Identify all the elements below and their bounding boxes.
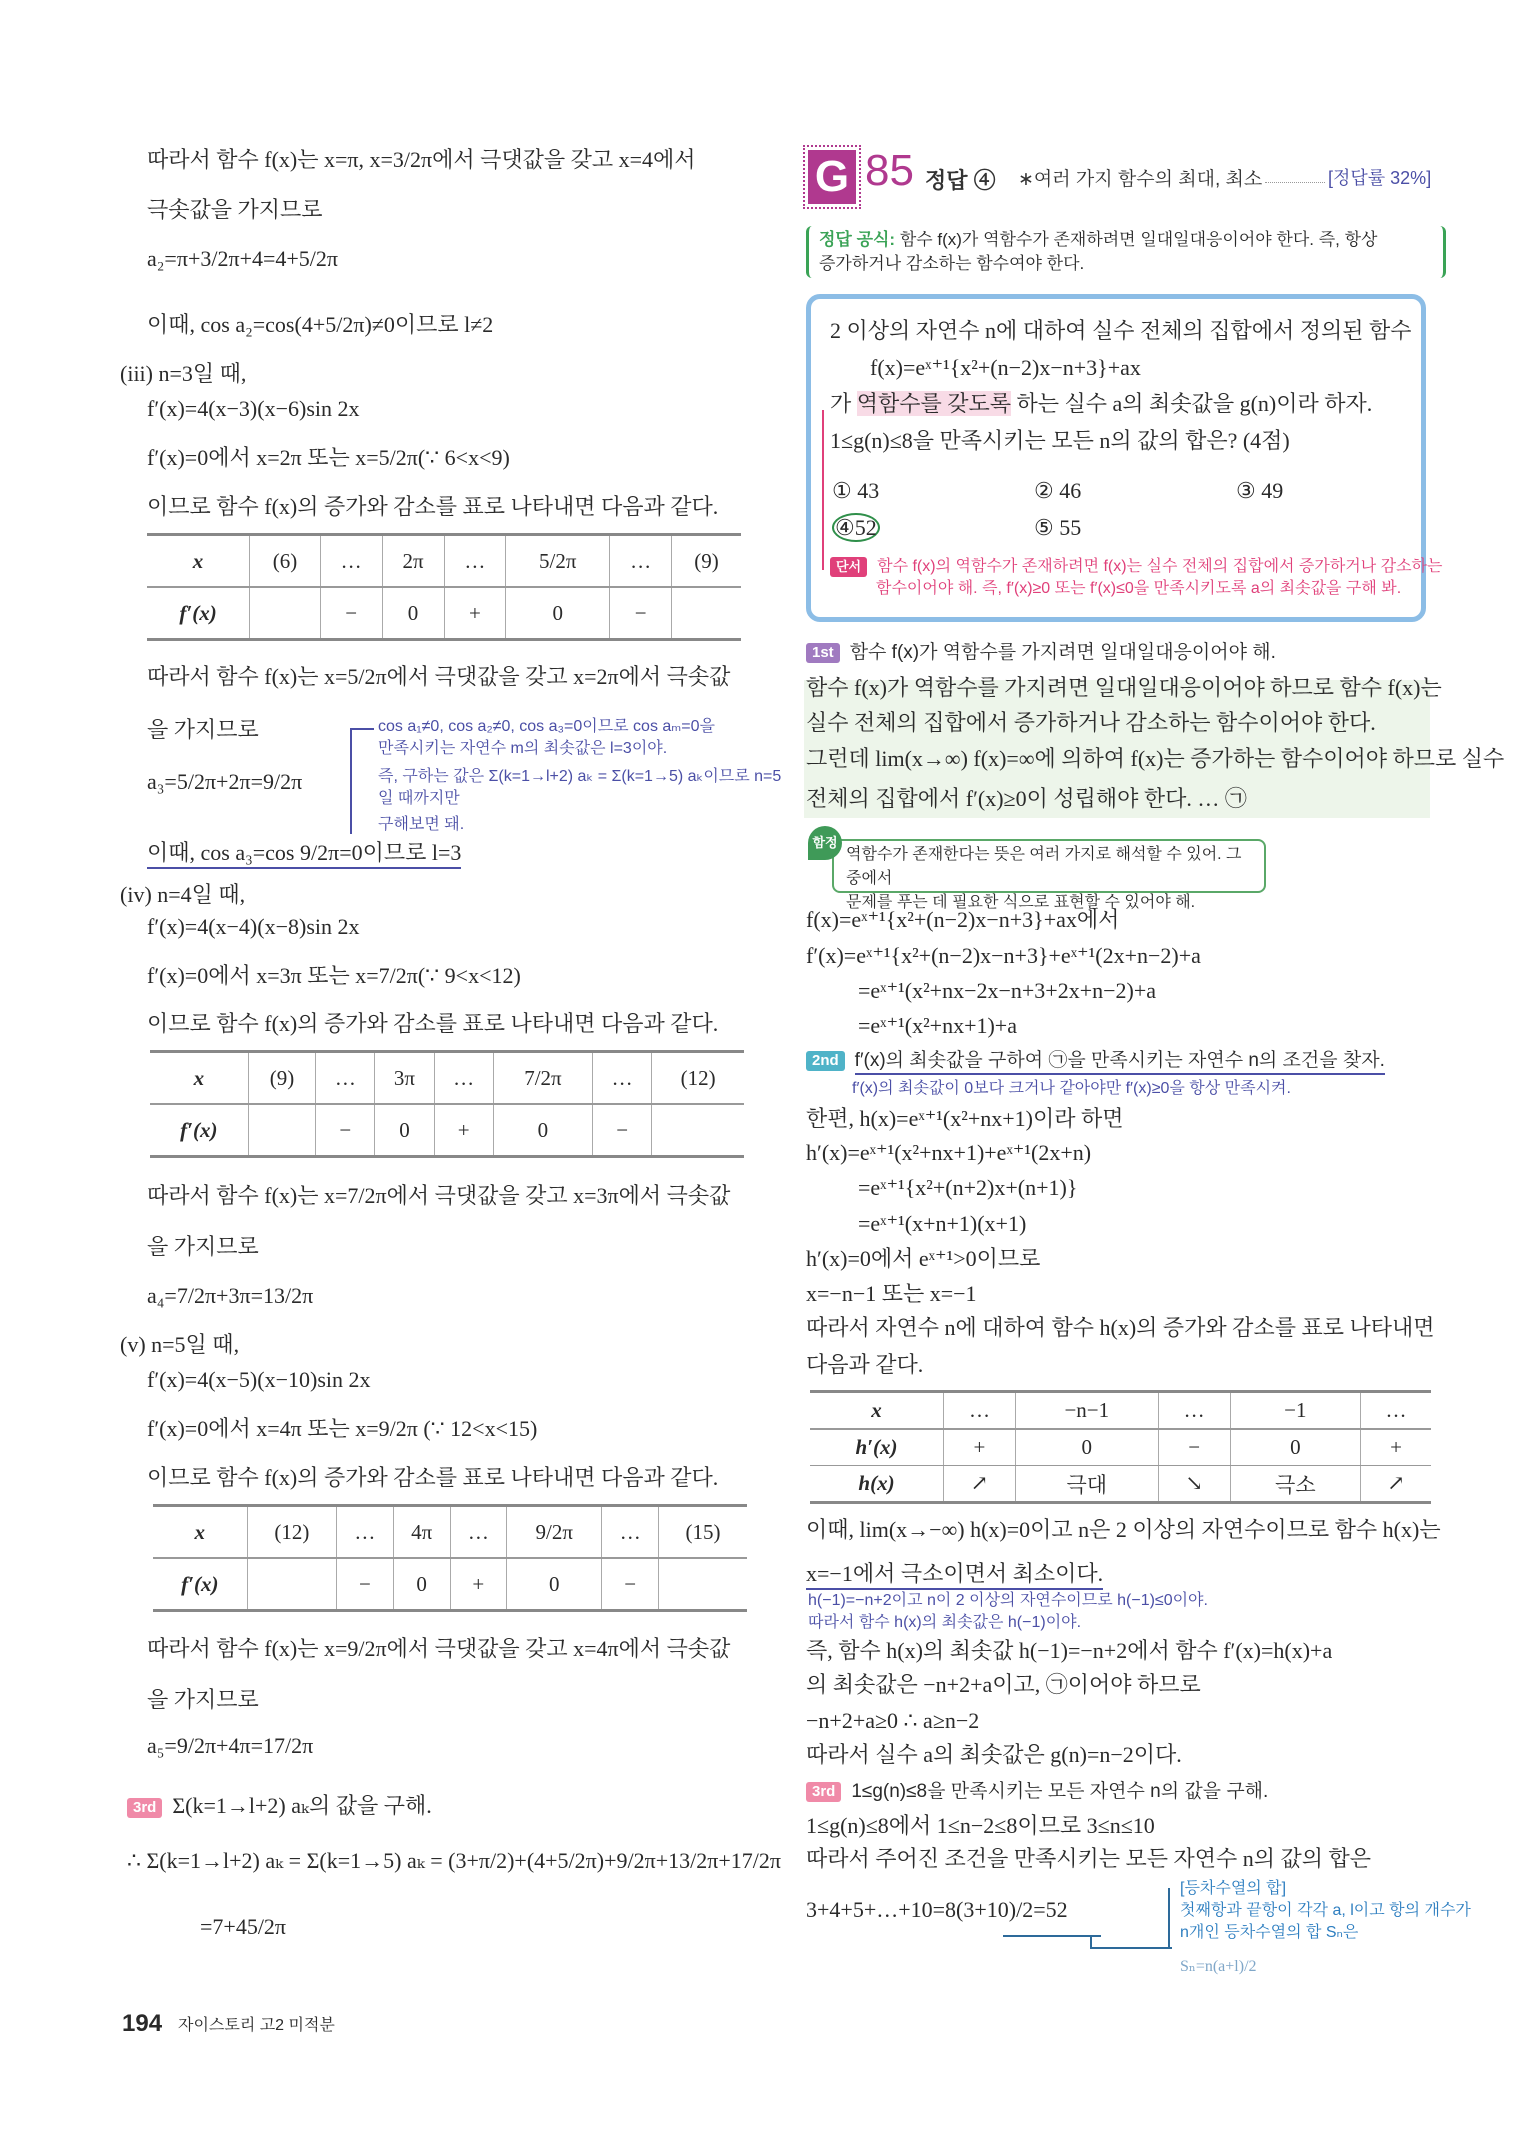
equation: f′(x)=4(x−3)(x−6)sin 2x <box>147 396 360 421</box>
table-cell: + <box>444 587 506 640</box>
text-line: 이므로 함수 f(x)의 증가와 감소를 표로 나타내면 다음과 같다. <box>147 1465 719 1490</box>
highlighted-clue: 역함수를 갖도록 <box>856 391 1012 416</box>
table-cell: + <box>944 1429 1016 1466</box>
annotation-note: 구해보면 돼. <box>378 816 465 833</box>
table-cell: x <box>153 1506 247 1559</box>
table-cell: (9) <box>248 1052 316 1105</box>
step-tag: 1st <box>806 643 840 663</box>
text-line: 함수 f(x)가 역함수를 가지려면 일대일대응이어야 하므로 함수 f(x)는 <box>806 675 1442 700</box>
table-cell: 0 <box>375 1104 434 1157</box>
table-cell: ↘ <box>1158 1466 1230 1503</box>
table-cell: 0 <box>382 587 444 640</box>
table-cell: 0 <box>393 1558 450 1611</box>
sum-note: n개인 등차수열의 합 Sₙ은 <box>1180 1924 1359 1941</box>
equation: a₂=π+3/2π+4=4+5/2π <box>147 246 339 271</box>
equation: f′(x)=0에서 x=2π 또는 x=5/2π(∵ 6<x<9) <box>147 445 510 470</box>
annotation-note: 즉, 구하는 값은 Σ(k=1→l+2) aₖ = Σ(k=1→5) aₖ이므로 n=5일 때까지만 <box>378 768 782 807</box>
text-line: 따라서 함수 f(x)는 x=5/2π에서 극댓값을 갖고 x=2π에서 극솟값 <box>147 664 731 689</box>
table-cell: − <box>1158 1429 1230 1466</box>
equation: f′(x)=0에서 x=3π 또는 x=7/2π(∵ 9<x<12) <box>147 963 521 988</box>
text: 가 <box>830 391 857 416</box>
annotation-note: cos a₁≠0, cos a₂≠0, cos a₃=0이므로 cos aₘ=0을 <box>378 718 715 735</box>
text-line: 다음과 같다. <box>806 1352 924 1377</box>
sum-note: 첫째항과 끝항이 각각 a, l이고 항의 개수가 <box>1180 1902 1471 1919</box>
table-cell <box>247 1558 337 1611</box>
table-cell: 0 <box>507 1558 602 1611</box>
table-cell <box>250 587 321 640</box>
table-cell: 0 <box>493 1104 592 1157</box>
text-line: 따라서 함수 f(x)는 x=9/2π에서 극댓값을 갖고 x=4π에서 극솟값 <box>147 1636 731 1661</box>
step-tag: 2nd <box>806 1051 845 1071</box>
table-cell: x <box>147 535 250 588</box>
equation: =7+45/2π <box>200 1914 287 1939</box>
text: 하는 실수 a의 최솟값을 g(n)이라 하자. <box>1011 391 1373 416</box>
annotation-note: h(−1)=−n+2이고 n이 2 이상의 자연수이므로 h(−1)≤0이야. <box>808 1592 1208 1609</box>
table-cell: (6) <box>250 535 321 588</box>
equation: =eˣ⁺¹{x²+(n+2)x+(n+1)} <box>858 1175 1078 1200</box>
table-cell: + <box>1361 1429 1431 1466</box>
table-cell: … <box>1158 1392 1230 1430</box>
text-line: 의 최솟값은 −n+2+a이고, ㉠이어야 하므로 <box>806 1672 1201 1697</box>
step2-heading <box>806 1046 1385 1076</box>
text-line: 따라서 주어진 조건을 만족시키는 모든 자연수 n의 값의 합은 <box>806 1846 1372 1871</box>
annotation-connector <box>350 728 352 834</box>
table-cell: x <box>150 1052 248 1105</box>
table-cell: + <box>434 1104 493 1157</box>
annotation-connector <box>350 728 374 730</box>
text-line: h′(x)=0에서 eˣ⁺¹>0이므로 <box>806 1246 1041 1271</box>
formula-text: 함수 f(x)가 역함수가 존재하려면 일대일대응이어야 한다. 즉, 항상 <box>899 230 1378 249</box>
table-cell: … <box>593 1052 652 1105</box>
table-cell: … <box>610 535 672 588</box>
text-line: 따라서 함수 f(x)는 x=π, x=3/2π에서 극댓값을 갖고 x=4에서 <box>147 147 696 172</box>
step-text: 1≤g(n)≤8을 만족시키는 모든 자연수 n의 값을 구해. <box>851 1781 1269 1802</box>
choice-4-correct <box>832 513 880 543</box>
table-cell: 4π <box>393 1506 450 1559</box>
table-cell: (9) <box>671 535 741 588</box>
trap-text: 역함수가 존재한다는 뜻은 여러 가지로 해석할 수 있어. 그 중에서 <box>846 846 1242 887</box>
clue-connector <box>822 410 824 570</box>
question-equation: f(x)=eˣ⁺¹{x²+(n−2)x−n+3}+ax <box>870 355 1141 380</box>
text-line: 을 가지므로 <box>147 1687 259 1712</box>
case-heading: (iii) n=3일 때, <box>120 361 247 386</box>
underlined-text: 이때, cos a₃=cos 9/2π=0이므로 l=3 <box>147 840 461 869</box>
equation: f′(x)=0에서 x=4π 또는 x=9/2π (∵ 12<x<15) <box>147 1416 538 1441</box>
book-title: 자이스토리 고2 미적분 <box>178 2017 335 2034</box>
equation: =eˣ⁺¹(x²+nx−2x−n+3+2x+n−2)+a <box>858 978 1157 1003</box>
table-cell: + <box>450 1558 507 1611</box>
case-heading: (v) n=5일 때, <box>120 1332 240 1357</box>
text-line: 을 가지므로 <box>147 717 259 742</box>
choice-3: ③ 49 <box>1236 478 1284 503</box>
text-line: 따라서 함수 f(x)는 x=7/2π에서 극댓값을 갖고 x=3π에서 극솟값 <box>147 1183 731 1208</box>
step-text: Σ(k=1→l+2) aₖ의 값을 구해. <box>172 1793 432 1818</box>
table-cell: f′(x) <box>181 1571 219 1596</box>
sum-formula: Sₙ=n(a+l)/2 <box>1180 1958 1257 1975</box>
step-text: 함수 f(x)가 역함수를 가지려면 일대일대응이어야 해. <box>849 642 1276 663</box>
case-heading: (iv) n=4일 때, <box>120 882 246 907</box>
formula-label: 정답 공식: <box>819 230 896 249</box>
text-line: 이때, lim(x→−∞) h(x)=0이고 n은 2 이상의 자연수이므로 함수 h(x)는 <box>806 1517 1441 1542</box>
clue-note: 함수이어야 해. 즉, f′(x)≥0 또는 f′(x)≤0을 만족시키도록 a의 최솟값을 구해 봐. <box>876 580 1402 597</box>
table-cell <box>671 587 741 640</box>
table-cell: −n−1 <box>1015 1392 1158 1430</box>
annotation-connector <box>1168 1888 1170 1948</box>
table-cell: 0 <box>1015 1429 1158 1466</box>
table-cell: ↗ <box>1361 1466 1431 1503</box>
question-text <box>830 389 1372 419</box>
table-cell: … <box>337 1506 394 1559</box>
equation: f′(x)=eˣ⁺¹{x²+(n−2)x−n+3}+eˣ⁺¹(2x+n−2)+a <box>806 943 1201 968</box>
table-cell: −1 <box>1230 1392 1361 1430</box>
equation: h′(x)=eˣ⁺¹(x²+nx+1)+eˣ⁺¹(2x+n) <box>806 1140 1092 1165</box>
text-line: 그런데 lim(x→∞) f(x)=∞에 의하여 f(x)는 증가하는 함수이어야 하므로 실수 <box>806 746 1505 771</box>
table-cell <box>659 1558 747 1611</box>
step-text: f′(x)의 최솟값을 구하여 ㉠을 만족시키는 자연수 n의 조건을 찾자. <box>855 1050 1385 1075</box>
problem-number: 85 <box>865 146 914 195</box>
clue-text: 함수 f(x)의 역함수가 존재하려면 f(x)는 실수 전체의 집합에서 증가하거나 감소하는 <box>877 558 1443 575</box>
table-cell: 극대 <box>1015 1466 1158 1503</box>
page-number: 194 <box>122 2010 163 2037</box>
text-line <box>806 1559 1103 1589</box>
table-cell: f′(x) <box>179 600 217 625</box>
step-tag: 3rd <box>806 1782 841 1802</box>
choice-2: ② 46 <box>1034 478 1082 503</box>
table-cell: 3π <box>375 1052 434 1105</box>
text-line: 이므로 함수 f(x)의 증가와 감소를 표로 나타내면 다음과 같다. <box>147 494 719 519</box>
text-line: 극솟값을 가지므로 <box>147 197 323 222</box>
table-cell: ↗ <box>944 1466 1016 1503</box>
text-line: 따라서 자연수 n에 대하여 함수 h(x)의 증가와 감소를 표로 나타내면 <box>806 1315 1435 1340</box>
section-letter-badge: G <box>808 150 856 204</box>
equation: a₃=5/2π+2π=9/2π <box>147 769 303 794</box>
table-cell: (12) <box>652 1052 744 1105</box>
trap-note-box <box>832 839 1266 911</box>
annotation-note: 따라서 함수 h(x)의 최솟값은 h(−1)이야. <box>808 1614 1082 1631</box>
equation: =eˣ⁺¹(x+n+1)(x+1) <box>858 1211 1027 1236</box>
table-cell: 9/2π <box>507 1506 602 1559</box>
table-cell: 0 <box>506 587 610 640</box>
equation: a₅=9/2π+4π=17/2π <box>147 1733 314 1758</box>
text-line: 전체의 집합에서 f′(x)≥0이 성립해야 한다. … ㉠ <box>806 786 1247 811</box>
choice-5: ⑤ 55 <box>1034 515 1082 540</box>
table-cell: h(x) <box>810 1466 944 1503</box>
table-cell: 7/2π <box>493 1052 592 1105</box>
table-cell: 5/2π <box>506 535 610 588</box>
annotation-note: f′(x)의 최솟값이 0보다 크거나 같아야만 f′(x)≥0을 항상 만족시켜. <box>852 1080 1291 1097</box>
text-line: 따라서 실수 a의 최솟값은 g(n)=n−2이다. <box>806 1742 1182 1767</box>
correct-choice: ④52 <box>832 513 880 542</box>
table-cell: 2π <box>382 535 444 588</box>
text-line: 1≤g(n)≤8에서 1≤n−2≤8이므로 3≤n≤10 <box>806 1813 1155 1838</box>
answer-formula-box <box>806 226 1446 278</box>
table-cell: … <box>1361 1392 1431 1430</box>
table-cell: − <box>316 1104 375 1157</box>
underline-mark <box>1003 1935 1101 1937</box>
equation: f(x)=eˣ⁺¹{x²+(n−2)x−n+3}+ax에서 <box>806 907 1120 932</box>
table-cell: (12) <box>247 1506 337 1559</box>
answer-label: 정답 ④ <box>925 168 996 193</box>
step3-heading <box>806 1777 1268 1807</box>
table-cell: − <box>593 1104 652 1157</box>
annotation-connector <box>1090 1937 1172 1949</box>
equation: ∴ Σ(k=1→l+2) aₖ = Σ(k=1→5) aₖ = (3+π/2)+(4+5/2π)+9/2π+13/2π+17/2π <box>127 1848 781 1873</box>
text-line: 한편, h(x)=eˣ⁺¹(x²+nx+1)이라 하면 <box>806 1106 1124 1131</box>
text-line: 이때, cos a₂=cos(4+5/2π)≠0이므로 l≠2 <box>147 312 494 337</box>
table-cell: − <box>610 587 672 640</box>
table-cell: − <box>602 1558 659 1611</box>
text-line: 즉, 함수 h(x)의 최솟값 h(−1)=−n+2에서 함수 f′(x)=h(x)+a <box>806 1638 1333 1663</box>
step1-heading <box>806 638 1276 668</box>
table-cell: … <box>944 1392 1016 1430</box>
topic-label: ∗여러 가지 함수의 최대, 최소 <box>1018 169 1263 190</box>
clue-tag: 단서 <box>830 557 867 577</box>
question-text: 2 이상의 자연수 n에 대하여 실수 전체의 집합에서 정의된 함수 <box>830 318 1412 343</box>
choice-1: ① 43 <box>832 478 880 503</box>
step-tag: 3rd <box>127 1798 162 1818</box>
equation: −n+2+a≥0 ∴ a≥n−2 <box>806 1708 980 1733</box>
leader-dots <box>1265 182 1325 183</box>
text-line: 실수 전체의 집합에서 증가하거나 감소하는 함수이어야 한다. <box>806 710 1376 735</box>
trap-pin-icon: 함정 <box>808 826 842 860</box>
table-cell: … <box>450 1506 507 1559</box>
equation: a₄=7/2π+3π=13/2π <box>147 1283 314 1308</box>
equation: =eˣ⁺¹(x²+nx+1)+a <box>858 1013 1017 1038</box>
trap-text: 문제를 푸는 데 필요한 식으로 표현할 수 있어야 해. <box>846 894 1196 911</box>
table-cell: … <box>602 1506 659 1559</box>
table-cell: h′(x) <box>810 1429 944 1466</box>
table-cell: … <box>320 535 382 588</box>
equation: f′(x)=4(x−5)(x−10)sin 2x <box>147 1367 371 1392</box>
sum-note-title: [등차수열의 합] <box>1180 1880 1287 1897</box>
table-cell: 0 <box>1230 1429 1361 1466</box>
text-line: x=−n−1 또는 x=−1 <box>806 1281 977 1306</box>
table-cell: − <box>320 587 382 640</box>
table-cell <box>652 1104 744 1157</box>
question-text: 1≤g(n)≤8을 만족시키는 모든 n의 값의 합은? (4점) <box>830 428 1290 453</box>
formula-text: 증가하거나 감소하는 함수여야 한다. <box>819 254 1085 273</box>
table-cell: (15) <box>659 1506 747 1559</box>
text-line: 이므로 함수 f(x)의 증가와 감소를 표로 나타내면 다음과 같다. <box>147 1011 719 1036</box>
table-cell: … <box>434 1052 493 1105</box>
correct-rate: [정답률 32%] <box>1328 168 1432 188</box>
equation: f′(x)=4(x−4)(x−8)sin 2x <box>147 914 360 939</box>
h-variation-table <box>810 1390 1431 1504</box>
underlined-text: x=−1에서 극소이면서 최소이다. <box>806 1561 1103 1590</box>
table-cell: 극소 <box>1230 1466 1361 1503</box>
sum-equation: 3+4+5+…+10=8(3+10)/2=52 <box>806 1897 1068 1922</box>
variation-table-n5 <box>153 1504 747 1612</box>
text-line <box>147 838 461 868</box>
clue-note <box>830 556 1442 578</box>
text-line: 을 가지므로 <box>147 1234 259 1259</box>
table-cell <box>248 1104 316 1157</box>
table-cell: f′(x) <box>180 1117 218 1142</box>
table-cell: … <box>444 535 506 588</box>
variation-table-n4 <box>150 1050 744 1158</box>
step3-heading <box>127 1791 432 1821</box>
annotation-note: 만족시키는 자연수 m의 최솟값은 l=3이야. <box>378 740 668 757</box>
table-cell: − <box>337 1558 394 1611</box>
variation-table-n3 <box>147 533 741 641</box>
table-cell: x <box>810 1392 944 1430</box>
table-cell: … <box>316 1052 375 1105</box>
